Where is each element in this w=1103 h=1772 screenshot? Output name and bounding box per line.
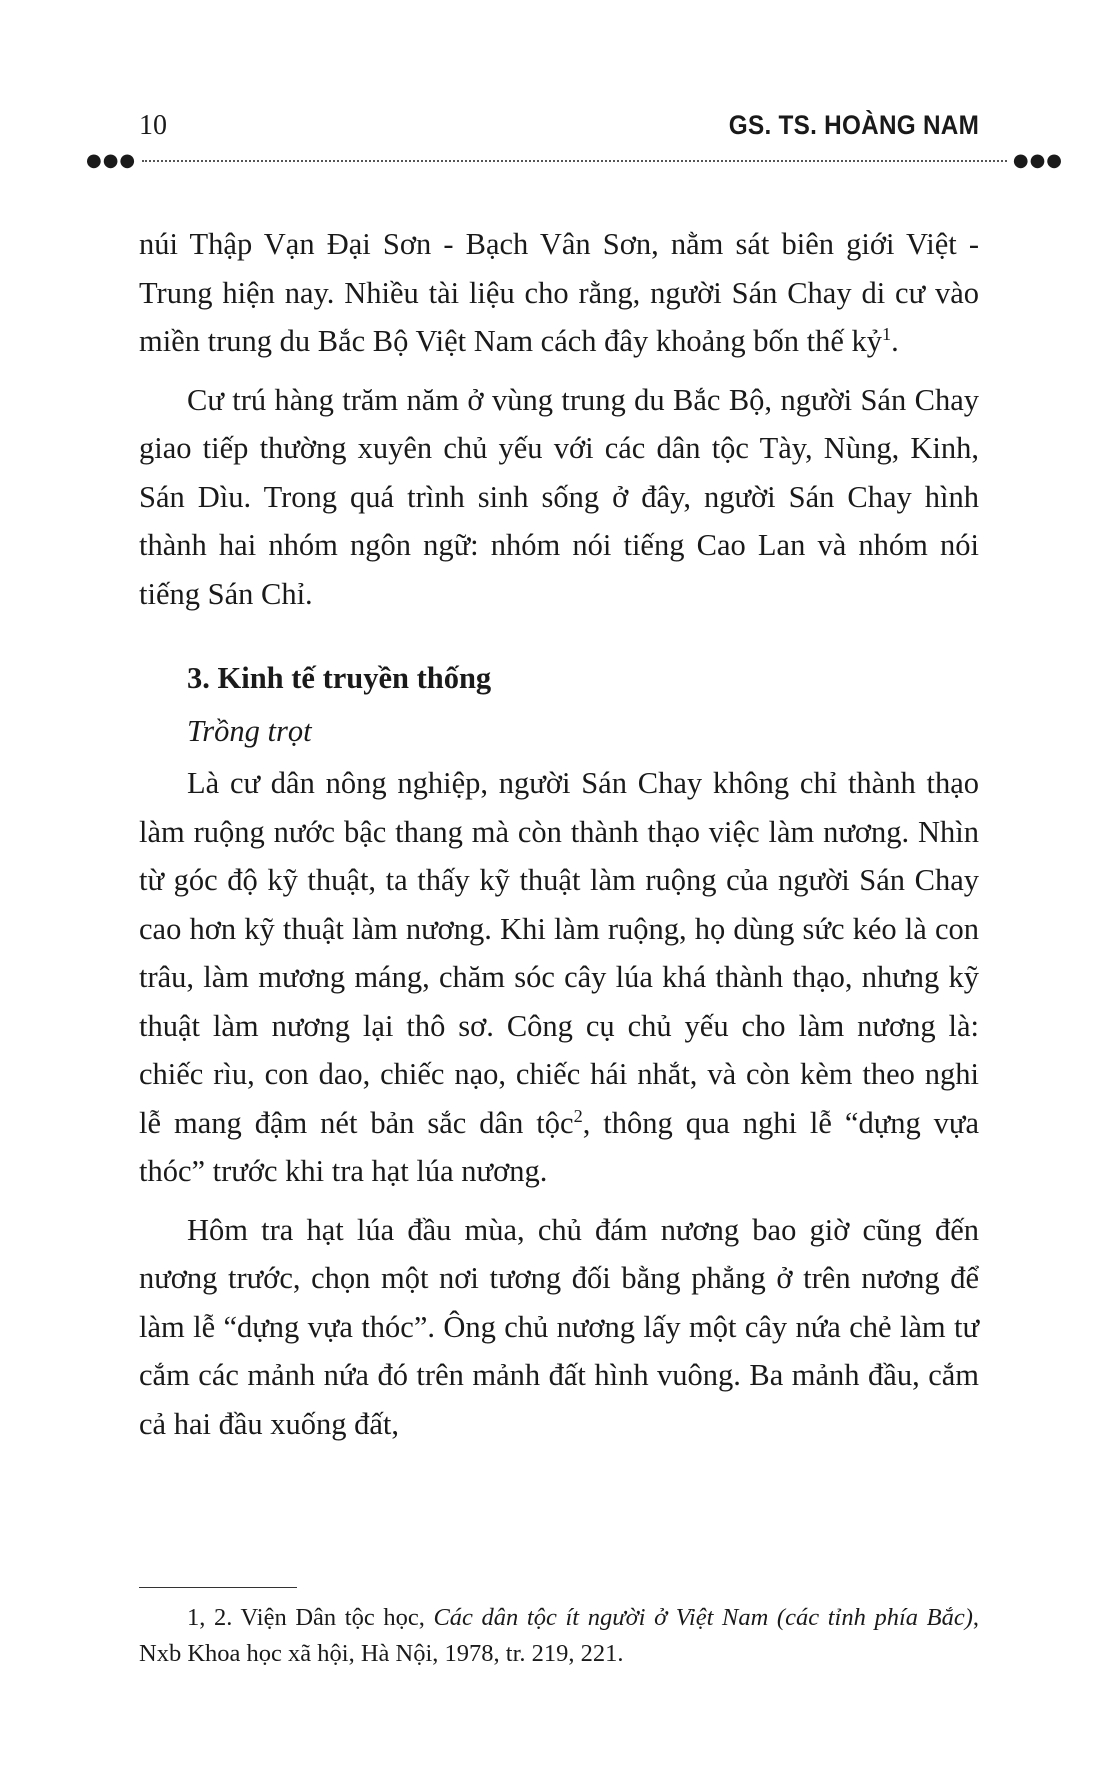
paragraph-2: Cư trú hàng trăm năm ở vùng trung du Bắc Bộ, người Sán Chay giao tiếp thường xuyên chủ yếu với các dân tộc Tày, Nùng, Kinh, Sán Dìu. Trong quá trình sinh sống ở đây, người Sán Chay hình thành hai nhóm ngôn ngữ: nhóm nói tiếng Cao Lan và nhóm nói tiếng Sán Chỉ. — [139, 382, 979, 611]
footnote-lead: 1, 2. Viện Dân tộc học, — [187, 1604, 434, 1631]
footnote — [139, 1600, 979, 1672]
paragraph-3 — [139, 759, 979, 1196]
header-rule-left-bullets: ●●● — [86, 150, 137, 171]
footnote-title: Các dân tộc ít người ở Việt Nam (các tỉnh phía Bắc) — [433, 1604, 973, 1631]
footnote-ref-1: 1 — [882, 323, 892, 344]
paragraph-1 — [139, 220, 979, 366]
header-rule-right-bullets: ●●● — [1012, 150, 1063, 171]
footnote-tail: , Nxb Khoa học xã hội, Hà Nội, 1978, tr. 219, 221. — [139, 1604, 979, 1667]
footnote-rule — [139, 1587, 297, 1588]
header-rule — [86, 150, 1063, 171]
body-text — [139, 220, 979, 1458]
paragraph-4: Hôm tra hạt lúa đầu mùa, chủ đám nương bao giờ cũng đến nương trước, chọn một nơi tương đối bằng phẳng ở trên nương để làm lễ “dựng vựa thóc”. Ông chủ nương lấy một cây nứa chẻ làm tư cắm các mảnh nứa đó trên mảnh đất hình vuông. Ba mảnh đầu, cắm cả hai đầu xuống đất, — [139, 1212, 979, 1441]
paragraph-3-end: , thông qua nghi lễ “dựng vựa thóc” trước khi tra hạt lúa nương. — [139, 1105, 980, 1188]
paragraph-3-text: Là cư dân nông nghiệp, người Sán Chay không chỉ thành thạo làm ruộng nước bậc thang mà còn thành thạo việc làm nương. Nhìn từ góc độ kỹ thuật, ta thấy kỹ thuật làm ruộng của người Sán Chay cao hơn kỹ thuật làm nương. Khi làm ruộng, họ dùng sức kéo là con trâu, làm mương máng, chăm sóc cây lúa khá thành thạo, nhưng kỹ thuật làm nương lại thô sơ. Công cụ chủ yếu cho làm nương là: chiếc rìu, con dao, chiếc nạo, chiếc hái nhắt, và còn kèm theo nghi lễ mang đậm nét bản sắc dân tộc — [139, 766, 979, 1140]
section-subheading: Trồng trọt — [187, 713, 312, 748]
paragraph-1-end: . — [891, 324, 899, 358]
footnote-ref-2: 2 — [573, 1105, 583, 1126]
paragraph-1-text: núi Thập Vạn Đại Sơn - Bạch Vân Sơn, nằm sát biên giới Việt - Trung hiện nay. Nhiều tài liệu cho rằng, người Sán Chay di cư vào miền trung du Bắc Bộ Việt Nam cách đây khoảng bốn thế kỷ — [139, 227, 979, 358]
section-heading: 3. Kinh tế truyền thống — [187, 661, 492, 695]
running-head: GS. TS. HOÀNG NAM — [728, 110, 979, 140]
header-dotted-line — [142, 160, 1007, 162]
page-number: 10 — [139, 110, 167, 141]
